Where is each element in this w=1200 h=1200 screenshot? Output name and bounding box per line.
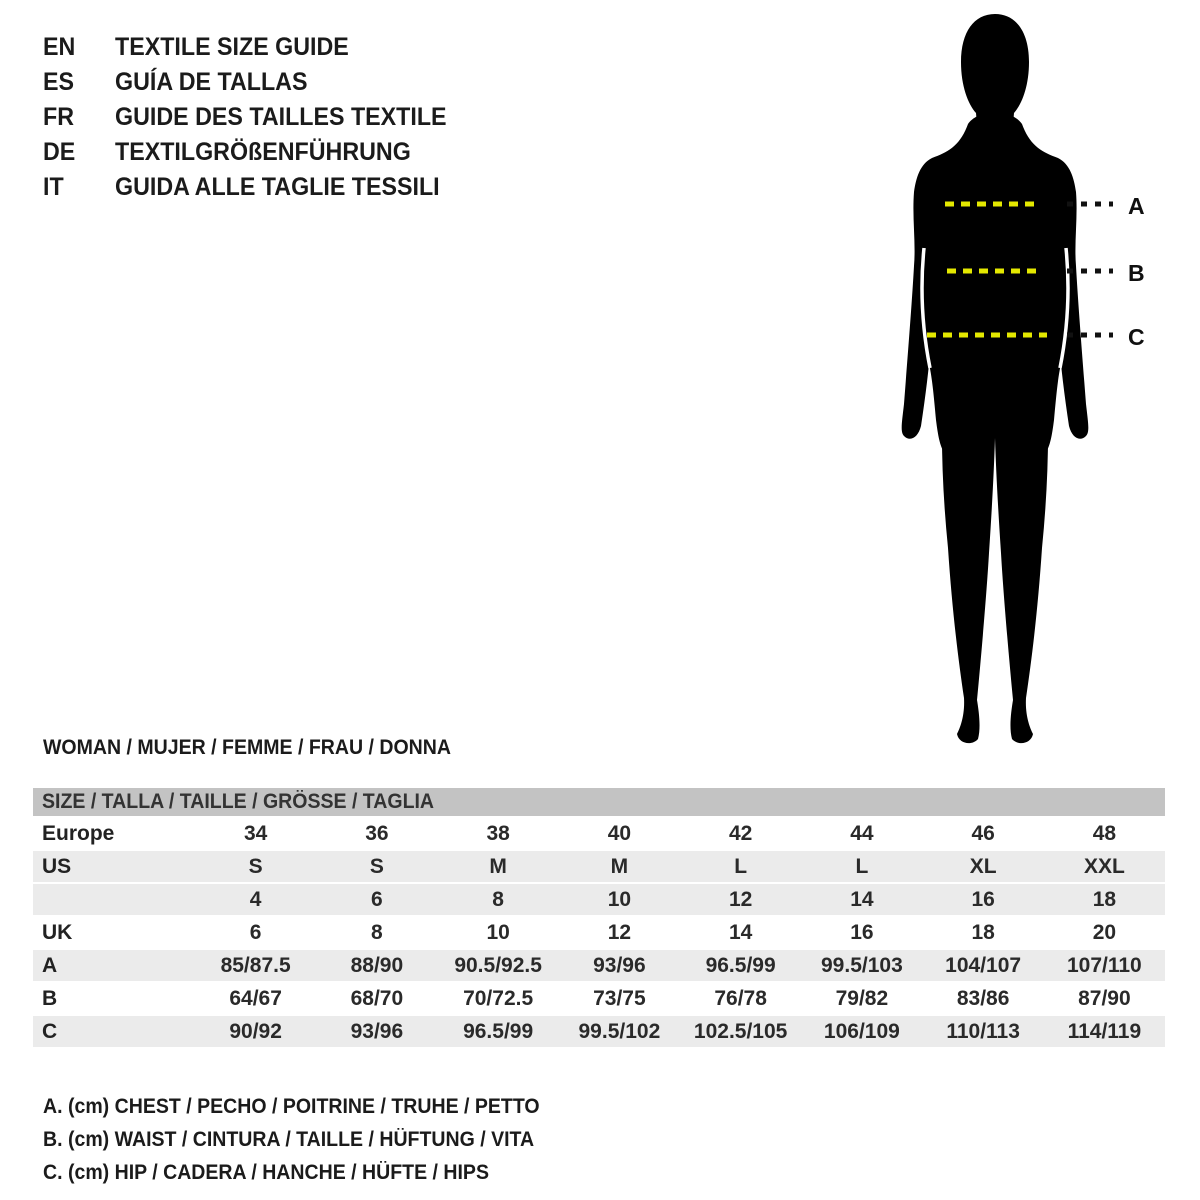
legend-line-waist [43,1123,577,1156]
size-value-cell: 18 [1092,888,1117,911]
size-value-cell: L [855,855,869,878]
size-value-cell: 106/109 [823,1020,900,1043]
measurement-legend [43,1090,577,1189]
size-value-cell: 88/90 [350,954,404,977]
gender-heading-text: WOMAN / MUJER / FEMME / FRAU / DONNA [43,736,451,759]
size-value-cell: 12 [728,888,753,911]
table-row-label: US [42,855,72,878]
size-value-cell: 107/110 [1066,954,1142,977]
gender-heading [43,736,482,760]
size-value-cell: 14 [728,921,753,944]
language-code: IT [43,173,64,201]
size-value-cell: 70/72.5 [463,987,534,1010]
legend-line-chest-text: A. (cm) CHEST / PECHO / POITRINE / TRUHE / PETTO [43,1095,540,1118]
size-value-cell: S [369,855,384,878]
size-value-cell: 96.5/99 [463,1020,534,1043]
size-value-cell: 14 [850,888,874,911]
table-row-label: C [42,1020,58,1043]
size-table-header-text: SIZE / TALLA / TAILLE / GRÖSSE / TAGLIA [42,790,435,813]
size-value-cell: 79/82 [835,987,889,1010]
size-value-cell: 4 [249,888,262,911]
size-value-cell: 44 [850,822,874,845]
language-row [43,135,472,170]
legend-line-chest [43,1090,577,1123]
table-row [33,1016,1165,1049]
silhouette-torso [902,112,1089,455]
legend-line-waist-text: B. (cm) WAIST / CINTURA / TAILLE / HÜFTUNG / VITA [43,1128,535,1151]
language-row [43,30,472,65]
marker-label-hip: C [1128,324,1145,350]
size-value-cell: M [489,855,507,878]
language-title: GUIDE DES TAILLES TEXTILE [115,103,447,131]
size-value-cell: 8 [371,921,383,944]
language-title-list [43,30,472,205]
size-value-cell: 114/119 [1067,1020,1142,1043]
size-value-cell: 102.5/105 [693,1020,788,1043]
table-row-label [33,884,195,915]
size-table [33,788,1165,1049]
size-value-cell: 42 [728,822,753,845]
size-value-cell: 93/96 [593,954,646,977]
table-row [33,818,1165,851]
table-row-label: A [42,954,58,977]
language-row [43,65,472,100]
legend-line-hip [43,1156,577,1189]
size-value-cell: 18 [971,921,995,944]
silhouette-left-leg [942,364,995,743]
size-value-cell: 99.5/103 [821,954,903,977]
marker-label-chest: A [1128,193,1145,219]
table-row [33,851,1165,884]
language-code: ES [43,68,75,96]
marker-label-waist: B [1128,260,1145,286]
table-row [33,983,1165,1016]
size-value-cell: L [734,855,748,878]
size-value-cell: 16 [850,921,874,944]
size-value-cell: 6 [249,921,262,944]
size-value-cell: 46 [971,822,995,845]
language-title: GUIDA ALLE TAGLIE TESSILI [115,173,440,201]
table-row [33,917,1165,950]
size-value-cell: 38 [486,822,510,845]
language-code: EN [43,33,76,61]
size-value-cell: 68/70 [350,987,404,1010]
size-value-cell: 40 [607,822,632,845]
size-value-cell: XL [969,855,997,878]
language-code: FR [43,103,74,131]
size-value-cell: M [610,855,629,878]
size-value-cell: 48 [1092,822,1117,845]
size-value-cell: 20 [1092,921,1117,944]
size-value-cell: 36 [365,822,389,845]
size-value-cell: 104/107 [945,954,1022,977]
language-title: TEXTILE SIZE GUIDE [115,33,349,61]
size-value-cell: 10 [486,921,510,944]
size-value-cell: S [248,855,263,878]
size-value-cell: 99.5/102 [578,1020,661,1043]
table-row [33,950,1165,983]
size-value-cell: 10 [607,888,632,911]
language-title: GUÍA DE TALLAS [115,68,308,96]
table-row [33,884,1165,917]
size-value-cell: 12 [607,921,632,944]
size-value-cell: 34 [243,822,268,845]
language-code: DE [43,138,76,166]
table-row-label: B [42,987,58,1010]
size-table-rows [33,818,1165,1049]
language-row [43,100,472,135]
language-row [43,170,472,205]
language-title: TEXTILGRÖßENFÜHRUNG [115,138,411,166]
size-value-cell: 93/96 [350,1020,404,1043]
size-value-cell: 8 [492,888,504,911]
size-value-cell: XXL [1083,855,1125,878]
size-value-cell: 110/113 [946,1020,1020,1043]
size-value-cell: 76/78 [714,987,767,1010]
size-value-cell: 90.5/92.5 [454,954,542,977]
size-value-cell: 90/92 [229,1020,282,1043]
size-value-cell: 16 [971,888,995,911]
size-value-cell: 85/87.5 [220,954,291,977]
table-row-label: Europe [42,822,115,845]
size-value-cell: 73/75 [593,987,646,1010]
size-value-cell: 6 [371,888,383,911]
size-table-header [33,788,1165,816]
legend-line-hip-text: C. (cm) HIP / CADERA / HANCHE / HÜFTE / HIPS [43,1161,489,1184]
size-value-cell: 83/86 [956,987,1010,1010]
woman-silhouette-diagram [860,8,1160,748]
size-value-cell: 96.5/99 [705,954,776,977]
size-value-cell: 64/67 [229,987,282,1010]
table-row-label: UK [42,921,73,944]
silhouette-right-leg [995,364,1048,743]
size-value-cell: 87/90 [1078,987,1131,1010]
